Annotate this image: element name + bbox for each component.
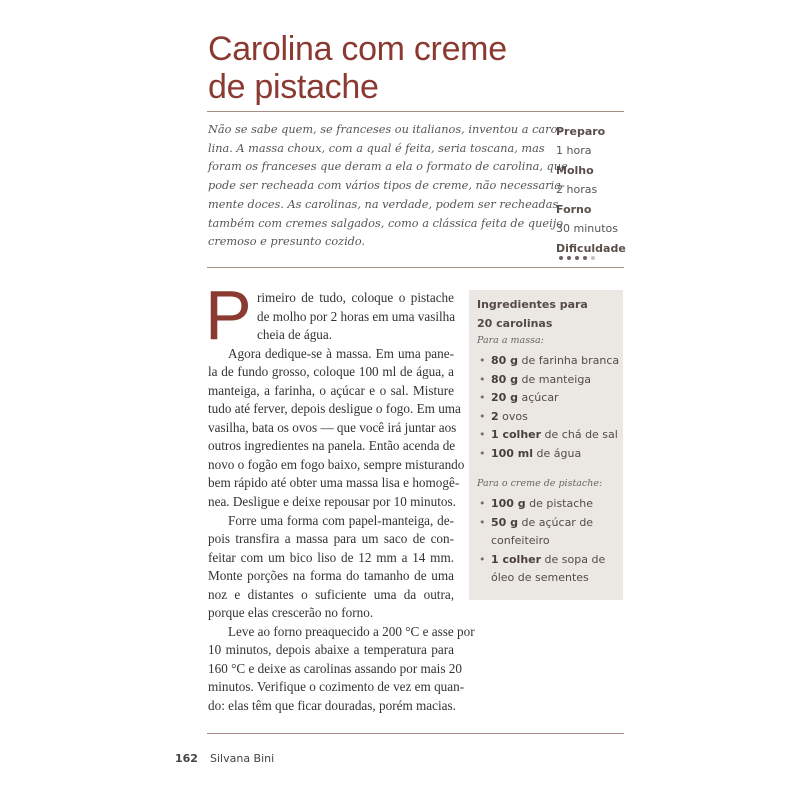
method-line: feitar com um bico liso de 12 mm a 14 mm. [208,549,454,565]
method-line: Monte porções na forma do tamanho de uma [208,568,454,584]
method-line: outros ingredientes na panela. Então acenda de [208,438,456,454]
title-line: Carolina com creme [208,30,507,68]
method-line: nea. Desligue e deixe repousar por 10 minutos. [208,494,456,510]
ingredient-item [479,352,623,371]
prep-label: Preparo [556,125,606,138]
ingredient-name: de pistache [525,497,594,510]
ingredient-quantity: 1 colher [491,428,542,441]
ingredient-name: açúcar [518,391,559,404]
title-line: de pistache [208,68,379,106]
heading-line: Ingredientes para [477,298,588,311]
ingredients-heading [469,290,623,333]
difficulty-dot [583,256,587,260]
prep-value: 1 hora [556,144,592,157]
method-line: do: elas têm que ficar douradas, porém macias. [208,698,456,714]
ingredient-item [479,426,623,445]
method-line: vasilha, bata os ovos — que você irá juntar aos [208,419,457,435]
intro-line: cremoso e presunto cozido. [208,235,366,249]
ingredient-item [479,408,623,427]
ingredient-name: ovos [498,409,528,423]
method-line: noz e distantes o suficiente uma da outra, [208,586,454,602]
drop-cap: P [205,276,252,354]
intro-line: mente doces. As carolinas, na verdade, podem ser recheadas [208,197,559,211]
ingredient-group-label: Para o creme de pistache: [477,478,603,489]
method-line: porque elas crescerão no forno. [208,605,374,621]
ingredient-list [469,352,623,463]
difficulty-dot [567,256,571,260]
method-line: de molho por 2 horas em uma vasilha [257,308,456,324]
ingredient-group-label: Para a massa: [477,335,544,346]
ingredient-item [479,445,623,464]
ingredient-item [479,371,623,390]
intro-text [208,121,568,252]
ingredient-list [469,495,623,588]
ingredient-quantity: 100 g [491,497,526,510]
method-line: rimeiro de tudo, coloque o pistache [257,290,454,305]
ingredient-name: de sopa de óleo de sementes [491,552,606,584]
ingredient-quantity: 20 g [491,391,519,404]
method-line: cheia de água. [257,327,333,343]
ingredient-quantity: 100 ml [491,446,534,460]
method-line: manteiga, a farinha, o açúcar e o sal. Misture [208,382,454,398]
ingredient-name: de água [533,446,582,460]
difficulty-dot [575,256,579,260]
recipe-meta [556,122,626,260]
intro-line: pode ser recheada com vários tipos de creme, não necessaria- [208,179,565,193]
method-line: pois transfira a massa para um saco de con- [208,531,454,547]
divider [207,111,624,112]
soak-value: 2 horas [556,183,598,196]
author-name: Silvana Bini [210,752,275,765]
method-line: 160 °C e deixe as carolinas assando por mais 20 [208,660,462,676]
oven-value: 30 minutos [556,222,618,235]
method-line: 10 minutos, depois abaixe a temperatura para [208,642,454,658]
soak-label: Molho [556,164,594,177]
ingredient-quantity: 1 colher [491,552,542,566]
ingredient-name: de chá de sal [541,428,618,441]
divider [207,267,624,268]
method-line: Agora dedique-se à massa. Em uma pane- [228,345,454,361]
ingredients-box [469,290,623,600]
method-text [208,289,475,716]
intro-line: Não se sabe quem, se franceses ou italianos, inventou a caro- [208,123,562,136]
oven-label: Forno [556,203,592,216]
ingredient-quantity: 80 g [491,354,519,367]
ingredient-quantity: 2 [491,409,499,423]
ingredient-item [479,551,623,588]
footer-divider [207,733,624,734]
method-line: Forre uma forma com papel-manteiga, de- [228,512,454,528]
method-line: tudo até ferver, depois desligue o fogo. Em uma [208,401,461,417]
difficulty-label: Dificuldade [556,242,626,255]
recipe-title [208,30,628,106]
method-line: novo o fogão em fogo baixo, sempre misturando [208,456,465,472]
difficulty-dot [559,256,563,260]
intro-line: lina. A massa choux, com a qual é feita, seria toscana, mas [208,141,545,155]
ingredient-quantity: 50 g [491,515,519,529]
spacer [469,463,623,476]
heading-line: 20 carolinas [477,317,553,330]
intro-line: foram os franceses que deram a ela o formato de carolina, que [208,160,568,174]
ingredient-quantity: 80 g [491,372,519,386]
intro-line: também com cremes salgados, como a clássica feita de queijo [208,216,564,230]
ingredient-name: de manteiga [518,372,592,386]
page-number: 162 [175,752,198,765]
method-line: minutos. Verifique o cozimento de vez em quan- [208,679,465,695]
method-line: Leve ao forno preaquecido a 200 °C e asse por [228,623,475,639]
ingredient-item [479,389,623,408]
ingredient-item [479,495,623,514]
ingredient-name: de farinha branca [518,354,620,367]
method-line: la de fundo grosso, coloque 100 ml de água, a [208,364,454,380]
ingredient-name: de açúcar de confeiteiro [491,515,594,547]
ingredient-item [479,514,623,551]
method-line: bem rápido até obter uma massa lisa e homogê- [208,475,460,491]
difficulty-dot [591,256,595,260]
